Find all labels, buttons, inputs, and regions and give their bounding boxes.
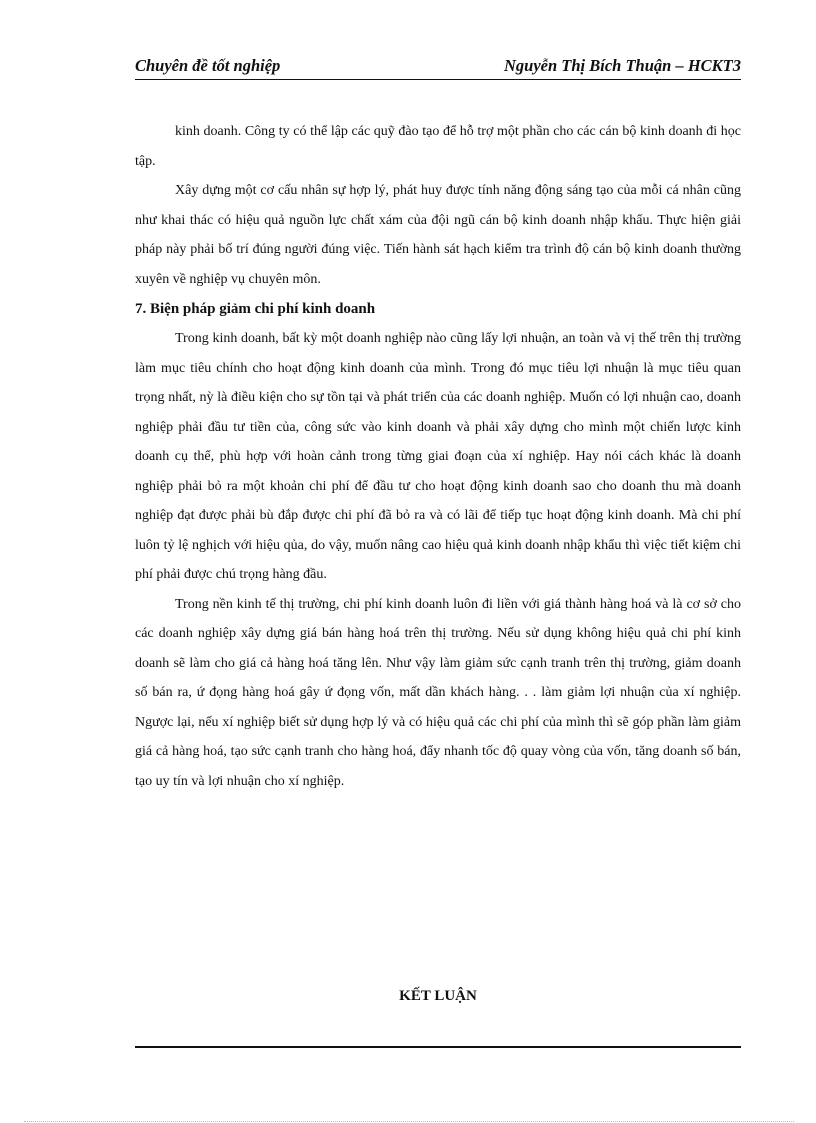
conclusion-heading: KẾT LUẬN [399, 988, 477, 1004]
paragraph-personnel-structure: Xây dựng một cơ cấu nhân sự hợp lý, phát huy được tính năng động sáng tạo của mỗi cá nhân cũng như khai thác có hiệu quả nguồn lực chất xám của đội ngũ cán bộ kinh doanh nhập khẩu. Thực hiện giải pháp này phải bố trí đúng người đúng việc. Tiến hành sát hạch kiểm tra trình độ cán bộ kinh doanh thường xuyên về nghiệp vụ chuyên môn. [135, 183, 741, 287]
section-heading: 7. Biện pháp giảm chi phí kinh doanh [135, 301, 376, 317]
page-break-line [24, 1121, 794, 1122]
page-body [135, 117, 741, 796]
header-document-title: Chuyên đề tốt nghiệp [135, 56, 281, 75]
paragraph-market-costs: Trong nền kinh tế thị trường, chi phí kinh doanh luôn đi liền với giá thành hàng hoá và là cơ sở cho các doanh nghiệp xây dựng giá bán hàng hoá trên thị trường. Nếu sử dụng không hiệu quả chi phí kinh doanh sẽ làm cho giá cả hàng hoá tăng lên. Như vậy làm giảm sức cạnh tranh trên thị trường, giảm doanh số bán ra, ứ đọng hàng hoá gây ứ đọng vốn, mất dần khách hàng. . . làm giảm lợi nhuận của xí nghiệp. Ngược lại, nếu xí nghiệp biết sử dụng hợp lý và có hiệu quả các chi phí của mình thì sẽ góp phần làm giảm giá cả hàng hoá, tạo sức cạnh tranh cho hàng hoá, đẩy nhanh tốc độ quay vòng của vốn, tăng doanh số bán, tạo uy tín và lợi nhuận cho xí nghiệp. [135, 596, 741, 789]
paragraph-training-funds: kinh doanh. Công ty có thể lập các quỹ đào tạo để hỗ trợ một phần cho các cán bộ kinh doanh đi học tập. [135, 124, 741, 169]
header-author: Nguyễn Thị Bích Thuận – HCKT3 [503, 56, 741, 75]
footer-rule [135, 1046, 741, 1048]
header-rule [135, 79, 741, 80]
page-header [135, 56, 741, 80]
paragraph-profit-goals: Trong kinh doanh, bất kỳ một doanh nghiệp nào cũng lấy lợi nhuận, an toàn và vị thế trên thị trường làm mục tiêu chính cho hoạt động kinh doanh của mình. Trong đó mục tiêu lợi nhuận là mục tiêu quan trọng nhất, nỳ là điều kiện cho sự tồn tại và phát triển của các doanh nghiệp. Muốn có lợi nhuận cao, doanh nghiệp phải đầu tư tiền của, công sức vào kinh doanh và phải xây dựng cho mình một chiến lược kinh doanh cụ thể, phù hợp với hoàn cảnh trong từng giai đoạn của xí nghiệp. Hay nói cách khác là doanh nghiệp phải bỏ ra một khoản chi phí để đầu tư cho hoạt động kinh doanh sao cho doanh thu mà doanh nghiệp đạt được phải bù đắp được chi phí đã bỏ ra và có lãi để tiếp tục hoạt động kinh doanh. Mà chi phí luôn tỷ lệ nghịch với hiệu qủa, do vậy, muốn nâng cao hiệu quả kinh doanh nhập khẩu thì việc tiết kiệm chi phí phải được chú trọng hàng đầu. [135, 331, 741, 582]
